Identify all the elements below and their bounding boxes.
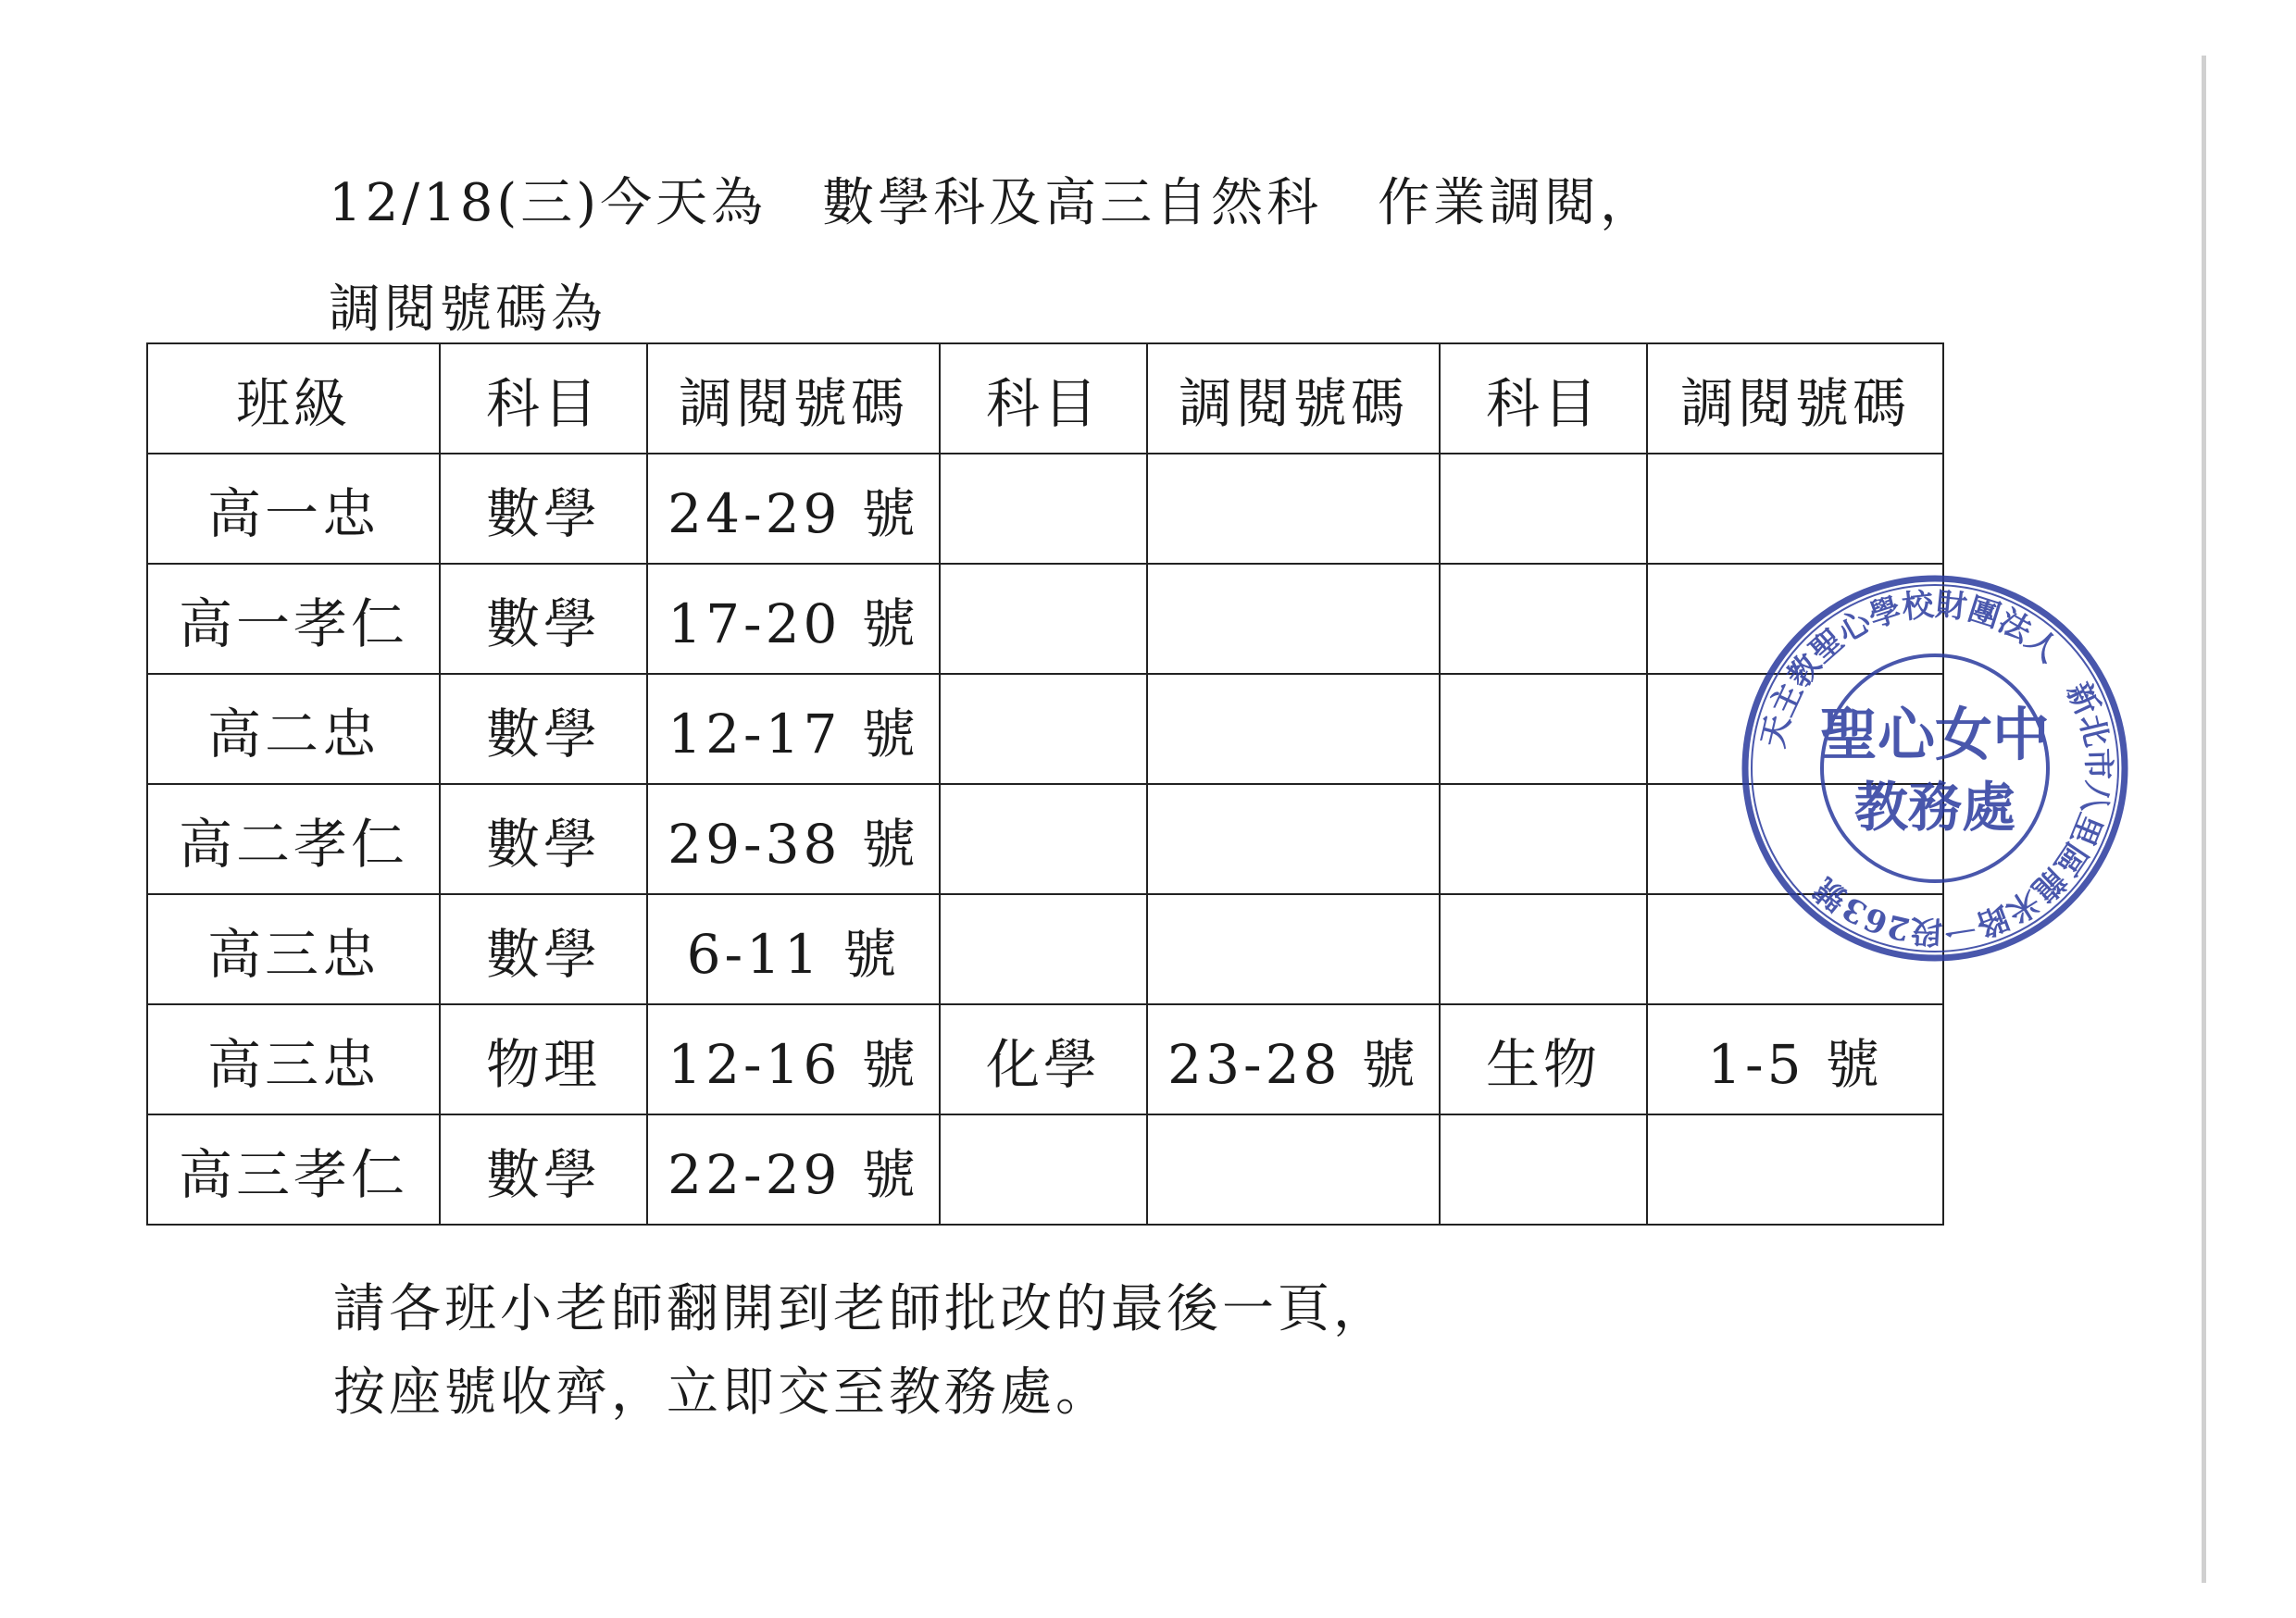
review-numbers-cell: 12-16 號	[647, 1004, 940, 1114]
review-numbers-cell	[1147, 1114, 1440, 1225]
school-seal-stamp	[1731, 565, 2139, 972]
instruction-line-1: 請各班小老師翻開到老師批改的最後一頁，	[333, 1279, 1389, 1339]
review-numbers-cell: 12-17 號	[647, 674, 940, 784]
review-numbers-cell	[1147, 894, 1440, 1004]
table-row	[147, 784, 1943, 894]
class-cell: 高三孝仁	[147, 1114, 440, 1225]
seal-outer-text: 天主教聖心學校財團法人 新北市八里區龍米路一段263號	[1754, 586, 2117, 951]
table-row	[147, 564, 1943, 674]
subject-cell: 數學	[440, 784, 647, 894]
review-numbers-cell: 29-38 號	[647, 784, 940, 894]
table-row	[147, 894, 1943, 1004]
instruction-line-2: 按座號收齊，立即交至教務處。	[333, 1363, 1111, 1423]
review-numbers-cell: 24-29 號	[647, 454, 940, 564]
seal-outer-ring	[1745, 579, 2125, 958]
subject-cell: 數學	[440, 674, 647, 784]
review-numbers-cell: 1-5 號	[1647, 1004, 1943, 1114]
document-subtitle: 調閱號碼為	[329, 280, 606, 340]
scan-edge-line	[2202, 56, 2206, 1583]
subject-cell	[940, 784, 1147, 894]
review-numbers-cell	[1147, 564, 1440, 674]
class-cell: 高一孝仁	[147, 564, 440, 674]
table-row	[147, 1114, 1943, 1225]
subject-cell	[1440, 784, 1647, 894]
class-cell: 高二孝仁	[147, 784, 440, 894]
review-numbers-cell	[1147, 784, 1440, 894]
seal-inner-ring	[1819, 655, 2051, 881]
class-cell: 高一忠	[147, 454, 440, 564]
subject-cell	[1440, 674, 1647, 784]
class-cell: 高二忠	[147, 674, 440, 784]
subject-cell	[1440, 894, 1647, 1004]
header-review-numbers: 調閱號碼	[647, 343, 940, 454]
document-title: 12/18(三)今天為 數學科及高三自然科 作業調閱，	[329, 173, 1656, 233]
class-cell: 高三忠	[147, 894, 440, 1004]
subject-cell: 生物	[1440, 1004, 1647, 1114]
class-cell: 高三忠	[147, 1004, 440, 1114]
review-numbers-cell: 23-28 號	[1147, 1004, 1440, 1114]
subject-cell: 物理	[440, 1004, 647, 1114]
seal-center-name: 聖心女中	[1819, 701, 2051, 768]
subject-cell: 數學	[440, 564, 647, 674]
review-numbers-cell: 22-29 號	[647, 1114, 940, 1225]
subject-cell: 數學	[440, 894, 647, 1004]
subject-cell	[1440, 1114, 1647, 1225]
header-review-numbers: 調閱號碼	[1147, 343, 1440, 454]
header-subject: 科目	[1440, 343, 1647, 454]
review-numbers-cell: 17-20 號	[647, 564, 940, 674]
review-numbers-cell	[1647, 454, 1943, 564]
header-review-numbers: 調閱號碼	[1647, 343, 1943, 454]
subject-cell	[1440, 564, 1647, 674]
review-schedule-table	[146, 342, 1944, 1226]
subject-cell	[940, 674, 1147, 784]
subject-cell	[940, 1114, 1147, 1225]
review-numbers-cell	[1147, 674, 1440, 784]
subject-cell	[940, 454, 1147, 564]
subject-cell	[1440, 454, 1647, 564]
table-row	[147, 1004, 1943, 1114]
subject-cell: 化學	[940, 1004, 1147, 1114]
header-subject: 科目	[940, 343, 1147, 454]
table-row	[147, 454, 1943, 564]
table-header-row	[147, 343, 1943, 454]
seal-center-office: 教務處	[1853, 776, 2016, 839]
review-numbers-cell	[1647, 1114, 1943, 1225]
header-class: 班級	[147, 343, 440, 454]
table-row	[147, 674, 1943, 784]
review-numbers-cell: 6-11 號	[647, 894, 940, 1004]
subject-cell: 數學	[440, 454, 647, 564]
subject-cell	[940, 894, 1147, 1004]
subject-cell: 數學	[440, 1114, 647, 1225]
subject-cell	[940, 564, 1147, 674]
review-numbers-cell	[1147, 454, 1440, 564]
header-subject: 科目	[440, 343, 647, 454]
